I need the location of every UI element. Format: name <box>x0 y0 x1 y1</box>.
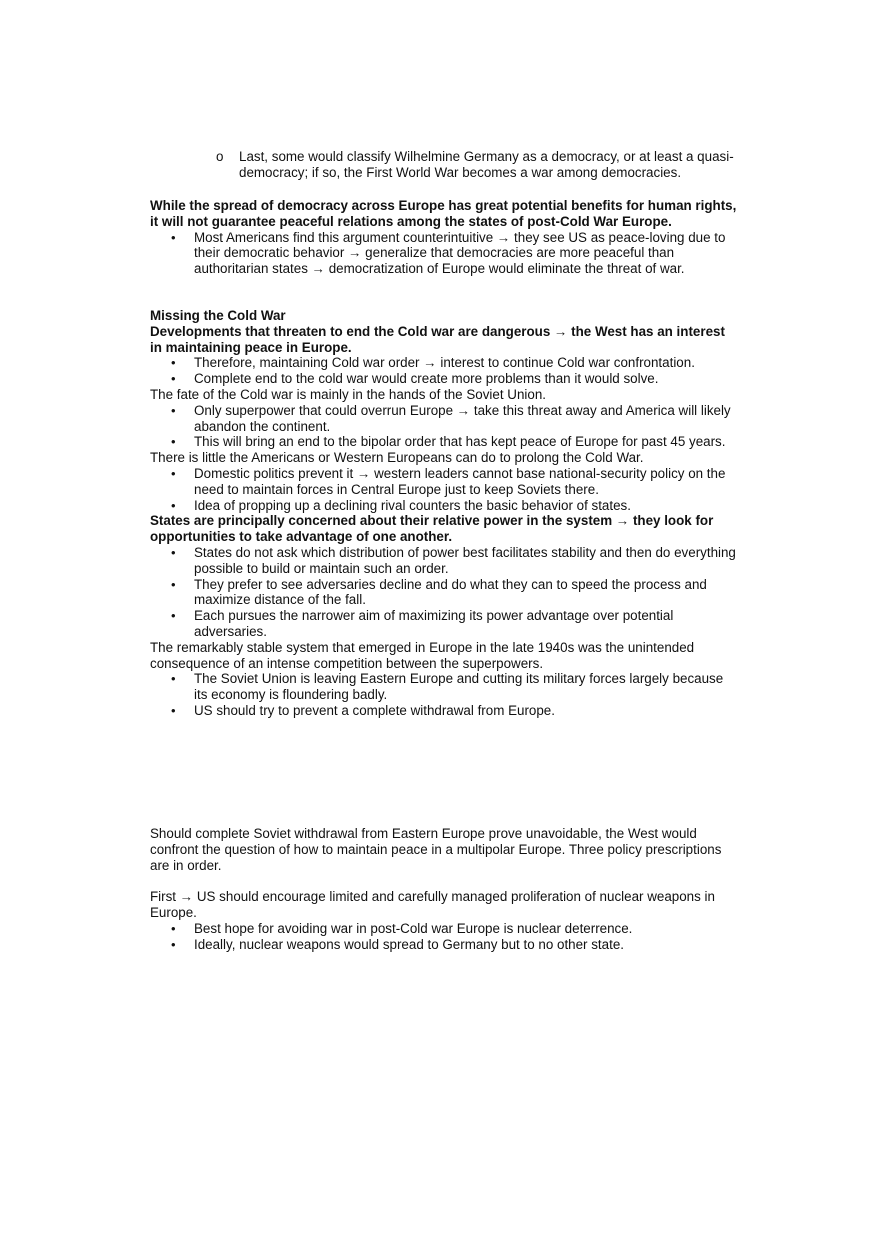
bullet-item <box>150 230 740 277</box>
paragraph: The remarkably stable system that emerged in Europe in the late 1940s was the unintended consequence of an intense competition between the superpowers. <box>150 639 695 671</box>
bullet-marker: • <box>171 434 176 450</box>
bullet-marker: • <box>171 920 176 936</box>
bullet-item <box>150 937 740 953</box>
bullet-item <box>150 466 740 498</box>
cold-war-heading: Developments that threaten to end the Cold war are dangerous → the West has an interest in maintaining peace in Europe. <box>150 323 725 355</box>
bullet-marker: • <box>171 229 176 245</box>
paragraph: The fate of the Cold war is mainly in the hands of the Soviet Union. <box>150 386 546 402</box>
bullet-text: Each pursues the narrower aim of maximizing its power advantage over potential adversaries. <box>194 608 674 639</box>
bullet-item <box>150 355 740 371</box>
bullet-text: This will bring an end to the bipolar order that has kept peace of Europe for past 45 years. <box>194 434 726 450</box>
bullet-marker: • <box>171 936 176 952</box>
democracy-section <box>150 198 740 277</box>
intro-section <box>150 149 740 181</box>
bullet-marker: • <box>171 371 176 387</box>
bullet-marker: • <box>171 671 176 687</box>
bullet-item <box>150 371 740 387</box>
bullet-marker: • <box>171 402 176 418</box>
bullet-marker: • <box>171 497 176 513</box>
bullet-marker: • <box>171 576 176 592</box>
bullet-marker: • <box>171 355 176 371</box>
bullet-item <box>150 577 740 609</box>
sub-bullet-text: Last, some would classify Wilhelmine Germany as a democracy, or at least a quasi-democracy; if so, the First World War becomes a war among democracies. <box>239 149 734 180</box>
bullet-item <box>150 498 740 514</box>
first-prescription: First → US should encourage limited and carefully managed proliferation of nuclear weapons in Europe. <box>150 889 715 921</box>
section-title: Missing the Cold War <box>150 308 286 323</box>
bullet-text: Complete end to the cold war would create more problems than it would solve. <box>194 371 659 387</box>
bullet-text: Most Americans find this argument counterintuitive → they see US as peace-loving due to their democratic behavior → generalize that democracies are more peaceful than authoritarian states → democratization of Europe would eliminate the threat of war. <box>194 229 726 277</box>
bullet-text: Idea of propping up a declining rival counters the basic behavior of states. <box>194 497 631 513</box>
democracy-heading: While the spread of democracy across Europe has great potential benefits for human rights, it will not guarantee peaceful relations among the states of post-Cold War Europe. <box>150 198 737 229</box>
bullet-item <box>150 671 740 703</box>
bullet-text: Ideally, nuclear weapons would spread to Germany but to no other state. <box>194 936 624 952</box>
bullet-item <box>150 608 740 640</box>
paragraph: There is little the Americans or Western Europeans can do to prolong the Cold War. <box>150 450 644 466</box>
bullet-item <box>150 545 740 577</box>
bold-heading: States are principally concerned about their relative power in the system → they look for opportunities to take advantage of one another. <box>150 513 714 545</box>
bullet-text: Domestic politics prevent it → western leaders cannot base national-security policy on the need to maintain forces in Central Europe just to keep Soviets there. <box>194 465 726 497</box>
bullet-item <box>150 434 740 450</box>
circle-bullet-marker: o <box>216 149 224 164</box>
cold-war-section <box>150 308 740 719</box>
bullet-marker: • <box>171 702 176 718</box>
bullet-item <box>150 703 740 719</box>
bullet-text: Only superpower that could overrun Europe → take this threat away and America will likely abandon the continent. <box>194 402 731 434</box>
sub-bullet-item <box>150 149 740 181</box>
bullet-text: They prefer to see adversaries decline and do what they can to speed the process and maximize distance of the fall. <box>194 576 707 608</box>
policy-section <box>150 826 740 953</box>
policy-paragraph: Should complete Soviet withdrawal from Eastern Europe prove unavoidable, the West would confront the question of how to maintain peace in a multipolar Europe. Three policy prescriptions are in order. <box>150 826 722 873</box>
bullet-item <box>150 403 740 435</box>
bullet-marker: • <box>171 544 176 560</box>
bullet-marker: • <box>171 465 176 481</box>
bullet-text: States do not ask which distribution of power best facilitates stability and then do everything possible to build or maintain such an order. <box>194 544 736 576</box>
bullet-text: Best hope for avoiding war in post-Cold war Europe is nuclear deterrence. <box>194 920 633 936</box>
bullet-item <box>150 921 740 937</box>
bullet-text: Therefore, maintaining Cold war order → interest to continue Cold war confrontation. <box>194 355 695 371</box>
bullet-marker: • <box>171 608 176 624</box>
bullet-text: US should try to prevent a complete withdrawal from Europe. <box>194 702 555 718</box>
bullet-text: The Soviet Union is leaving Eastern Europe and cutting its military forces largely because its economy is floundering badly. <box>194 671 724 703</box>
